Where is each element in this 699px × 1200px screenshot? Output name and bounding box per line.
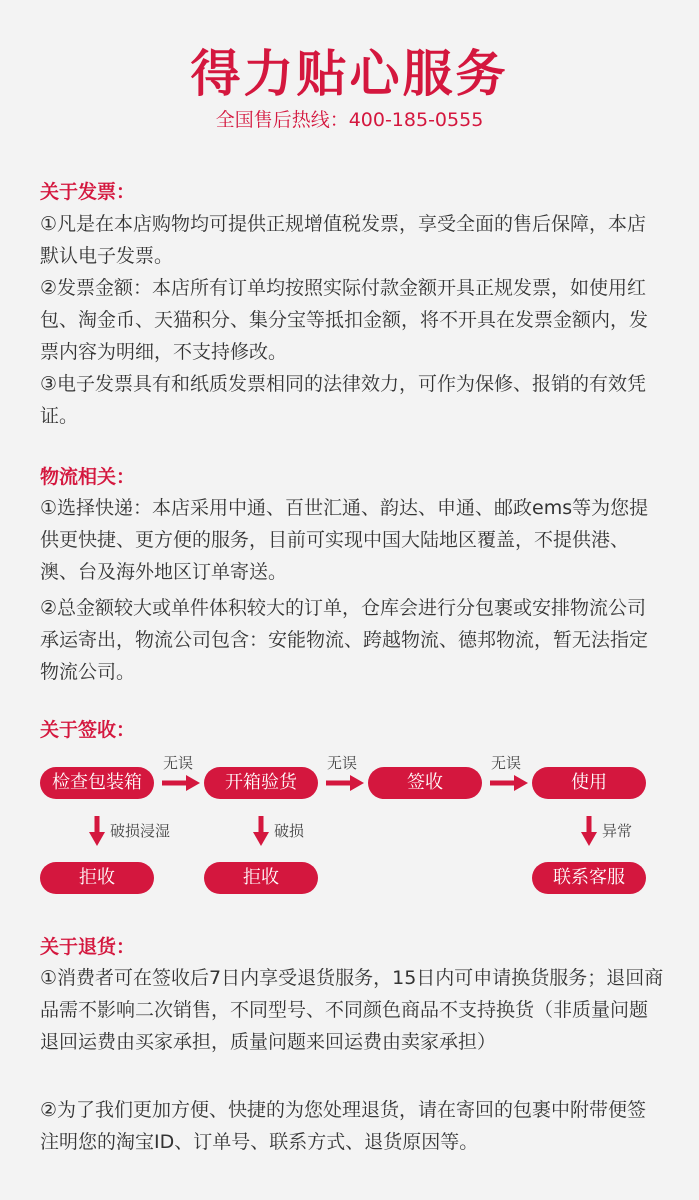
- abnormal-label: 异常: [602, 822, 633, 840]
- step-open-inspect: 开箱验货: [204, 767, 318, 799]
- outcome-reject-1: 拒收: [40, 862, 154, 894]
- invoice-section-title: 关于发票：: [40, 181, 136, 203]
- invoice-paragraph-2: ②发票金额：本店所有订单均按照实际付款金额开具正规发票，如使用红包、淘金币、天猫积分、集分宝等抵扣金额，将不开具在发票金额内，发票内容为明细，不支持修改。: [40, 277, 649, 363]
- returns-section-title: 关于退货：: [40, 936, 136, 958]
- invoice-paragraph-1: ①凡是在本店购物均可提供正规增值税发票，享受全面的售后保障，本店默认电子发票。: [40, 213, 647, 267]
- damaged-wet-label: 破损浸湿: [110, 822, 171, 840]
- invoice-paragraph-3: ③电子发票具有和纸质发票相同的法律效力，可作为保修、报销的有效凭证。: [40, 373, 647, 427]
- hotline-text: 全国售后热线：400-185-0555: [215, 109, 484, 131]
- down-arrow-icon: [89, 816, 105, 846]
- right-arrow-icon: [326, 775, 364, 791]
- down-arrow-icon: [253, 816, 269, 846]
- page-title: 得力贴心服务: [190, 45, 509, 103]
- step-use: 使用: [532, 767, 646, 799]
- step-sign: 签收: [368, 767, 482, 799]
- logistics-paragraph-2: ②总金额较大或单件体积较大的订单，仓库会进行分包裹或安排物流公司承运寄出，物流公司包含：安能物流、跨越物流、德邦物流，暂无法指定物流公司。: [40, 597, 649, 683]
- ok-label-1: 无误: [163, 754, 194, 772]
- receipt-section-title: 关于签收：: [40, 719, 136, 741]
- ok-label-2: 无误: [327, 754, 358, 772]
- right-arrow-icon: [490, 775, 528, 791]
- step-check-package: 检查包装箱: [40, 767, 154, 799]
- logistics-paragraph-1: ①选择快递：本店采用中通、百世汇通、韵达、申通、邮政ems等为您提供更快捷、更方便的服务，目前可实现中国大陆地区覆盖，不提供港、澳、台及海外地区订单寄送。: [40, 497, 649, 583]
- outcome-reject-2: 拒收: [204, 862, 318, 894]
- outcome-contact-service: 联系客服: [532, 862, 646, 894]
- ok-label-3: 无误: [491, 754, 522, 772]
- down-arrow-icon: [581, 816, 597, 846]
- right-arrow-icon: [162, 775, 200, 791]
- returns-paragraph-2: ②为了我们更加方便、快捷的为您处理退货，请在寄回的包裹中附带便签注明您的淘宝ID、订单号、联系方式、退货原因等。: [40, 1099, 647, 1153]
- returns-paragraph-1: ①消费者可在签收后7日内享受退货服务，15日内可申请换货服务；退回商品需不影响二次销售，不同型号、不同颜色商品不支持换货（非质量问题退回运费由买家承担，质量问题来回运费由卖家承担）: [40, 967, 664, 1053]
- logistics-section-title: 物流相关：: [40, 466, 136, 488]
- damaged-label: 破损: [274, 822, 305, 840]
